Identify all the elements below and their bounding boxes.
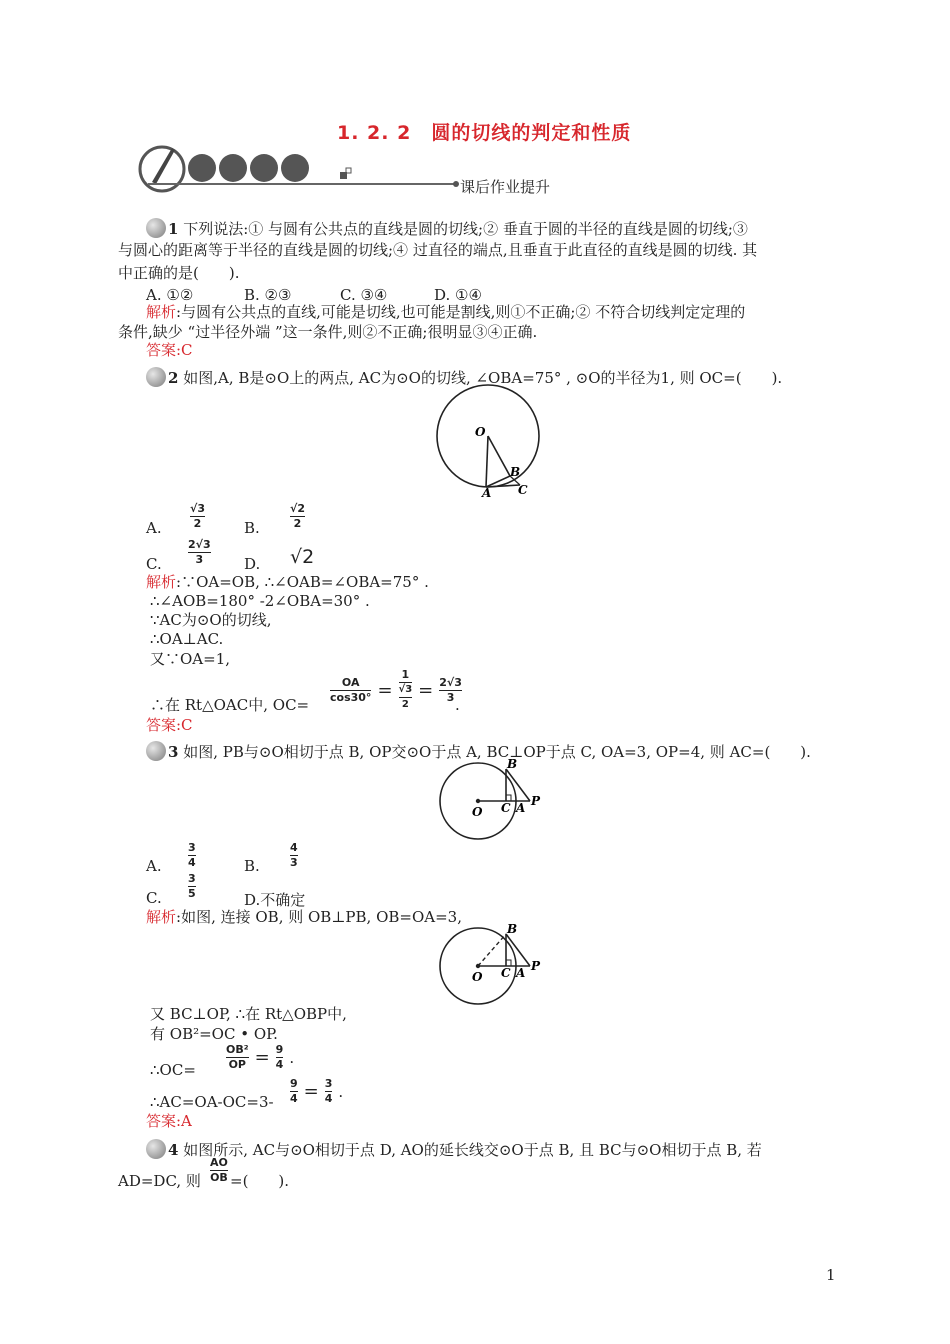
q2-analysis-2: ∴∠AOB=180° -2∠OBA=30° .	[150, 592, 370, 610]
q1-option-c: C. ③④	[340, 286, 388, 304]
question-bullet-icon	[146, 1139, 166, 1159]
q2-formula-end: .	[455, 696, 460, 714]
q3-oc-text: ∴OC=	[150, 1061, 196, 1079]
q1-line-2: 与圆心的距离等于半径的直线是圆的切线;④ 过直径的端点,且垂直于此直径的直线是圆的切线. 其	[118, 241, 758, 259]
q1-option-a: A. ①②	[146, 286, 194, 304]
q3-label-c: C	[501, 801, 511, 815]
q3-oc-formula: $\frac{\text{OB²}}{OP}$ = $\frac{9}{4}$ .	[226, 1043, 295, 1071]
q1-line-1: 1 下列说法:① 与圆有公共点的直线是圆的切线;② 垂直于圆的半径的直线是圆的切线;③	[118, 218, 748, 239]
q2-analysis-5: 又∵OA=1,	[150, 650, 231, 668]
banner-dot-2	[219, 154, 247, 182]
q3-label-o: O	[472, 805, 483, 819]
q3-analysis-1: 解析:如图, 连接 OB, 则 OB⊥PB, OB=OA=3,	[146, 908, 462, 926]
q3-option-a-frac: 3 4	[188, 841, 196, 869]
q2-formula-frac-2: $\frac{1}{\frac{√3}{2}}$	[398, 668, 413, 710]
q2-option-c-letter: C.	[146, 555, 162, 573]
q2-label-o: O	[475, 425, 486, 439]
q1-option-b: B. ②③	[244, 286, 292, 304]
q3-stem: 3 如图, PB与⊙O相切于点 B, OP交⊙O于点 A, BC⊥OP于点 C, OA=3, OP=4, 则 AC=( ).	[146, 741, 811, 762]
q4-frac: AO OB	[210, 1156, 228, 1184]
q2-label-b: B	[510, 465, 521, 479]
q2-option-c-frac: 2√3 3	[188, 538, 211, 566]
q2-option-d-letter: D.	[244, 555, 261, 573]
q1-answer: 答案:C	[146, 341, 193, 359]
question-bullet-icon	[146, 367, 166, 387]
q1-analysis-2: 条件,缺少 “过半径外端 ”这一条件,则②不正确;很明显③④正确.	[118, 323, 538, 341]
q2-formula-frac-3: $\frac{2√3}{3}$	[439, 675, 462, 704]
q3a-label-a: A	[516, 966, 526, 980]
q4-stem-2: AD=DC, 则	[118, 1172, 201, 1190]
q2-analysis-1: 解析:∵OA=OB, ∴∠OAB=∠OBA=75° .	[146, 573, 429, 591]
banner-label: 课后作业提升	[460, 178, 551, 196]
banner-dot-4	[281, 154, 309, 182]
q2-formula-frac-1: $\frac{OA}{\cos 30^\circ}$	[330, 675, 372, 704]
q4-stem: 4 如图所示, AC与⊙O相切于点 D, AO的延长线交⊙O于点 B, 且 BC与⊙O相切于点 B, 若	[146, 1139, 762, 1160]
q2-formula: $\frac{OA}{\cos 30^\circ}$ = $\frac{1}{\frac{√3}{2}}$ = $\frac{2√3}{3}$	[330, 668, 462, 710]
q3-option-c-letter: C.	[146, 889, 162, 907]
banner-dot-3	[250, 154, 278, 182]
q4-stem-end: =( ).	[230, 1172, 290, 1190]
q2-analysis-3: ∵AC为⊙O的切线,	[150, 611, 272, 629]
question-bullet-icon	[146, 741, 166, 761]
q2-option-b-letter: B.	[244, 519, 260, 537]
q3-answer: 答案:A	[146, 1112, 192, 1130]
page-number: 1	[826, 1266, 836, 1284]
q3a-label-o: O	[472, 970, 483, 984]
q3a-label-p: P	[531, 959, 541, 973]
q3-analysis-3: 有 OB²=OC • OP.	[150, 1025, 278, 1043]
q2-option-a-letter: A.	[146, 519, 162, 537]
page-title: 1. 2. 2 圆的切线的判定和性质	[337, 122, 632, 144]
q3-figure	[432, 756, 547, 846]
q2-rt-text: ∴在 Rt△OAC中, OC=	[150, 696, 310, 714]
q3-option-d: D.不确定	[244, 891, 306, 909]
q3-analysis-figure	[432, 922, 547, 1012]
q2-option-d-value: √2	[290, 546, 315, 568]
q2-answer: 答案:C	[146, 716, 193, 734]
q3a-label-c: C	[501, 966, 511, 980]
q2-label-c: C	[518, 483, 528, 497]
question-bullet-icon	[146, 218, 166, 238]
q2-label-a: A	[482, 486, 492, 500]
q3a-label-b: B	[507, 922, 518, 936]
q2-figure	[430, 384, 545, 502]
q3-analysis-2: 又 BC⊥OP, ∴在 Rt△OBP中,	[150, 1005, 347, 1023]
q3-option-c-frac: 3 5	[188, 872, 196, 900]
q2-stem: 2 如图,A, B是⊙O上的两点, AC为⊙O的切线, ∠OBA=75° , ⊙O的半径为1, 则 OC=( ).	[146, 367, 782, 388]
q2-analysis-4: ∴OA⊥AC.	[150, 630, 224, 648]
q1-option-d: D. ①④	[434, 286, 482, 304]
q3-option-b-frac: 4 3	[290, 841, 298, 869]
q2-option-a-frac: √3 2	[190, 502, 205, 530]
q3-option-a-letter: A.	[146, 857, 162, 875]
q3-label-p: P	[531, 794, 541, 808]
q1-line-3: 中正确的是( ).	[118, 264, 240, 282]
banner-dot-1	[188, 154, 216, 182]
q3-ac-text: ∴AC=OA-OC=3-	[150, 1093, 274, 1111]
q3-ac-formula: $\frac{9}{4}$ = $\frac{3}{4}$ .	[290, 1077, 344, 1105]
q1-analysis-1: 解析:与圆有公共点的直线,可能是切线,也可能是割线,则①不正确;② 不符合切线判定定理的	[146, 303, 746, 321]
q3-option-b-letter: B.	[244, 857, 260, 875]
q3-label-b: B	[507, 757, 518, 771]
q2-option-b-frac: √2 2	[290, 502, 305, 530]
q3-label-a: A	[516, 801, 526, 815]
section-banner	[138, 142, 468, 196]
